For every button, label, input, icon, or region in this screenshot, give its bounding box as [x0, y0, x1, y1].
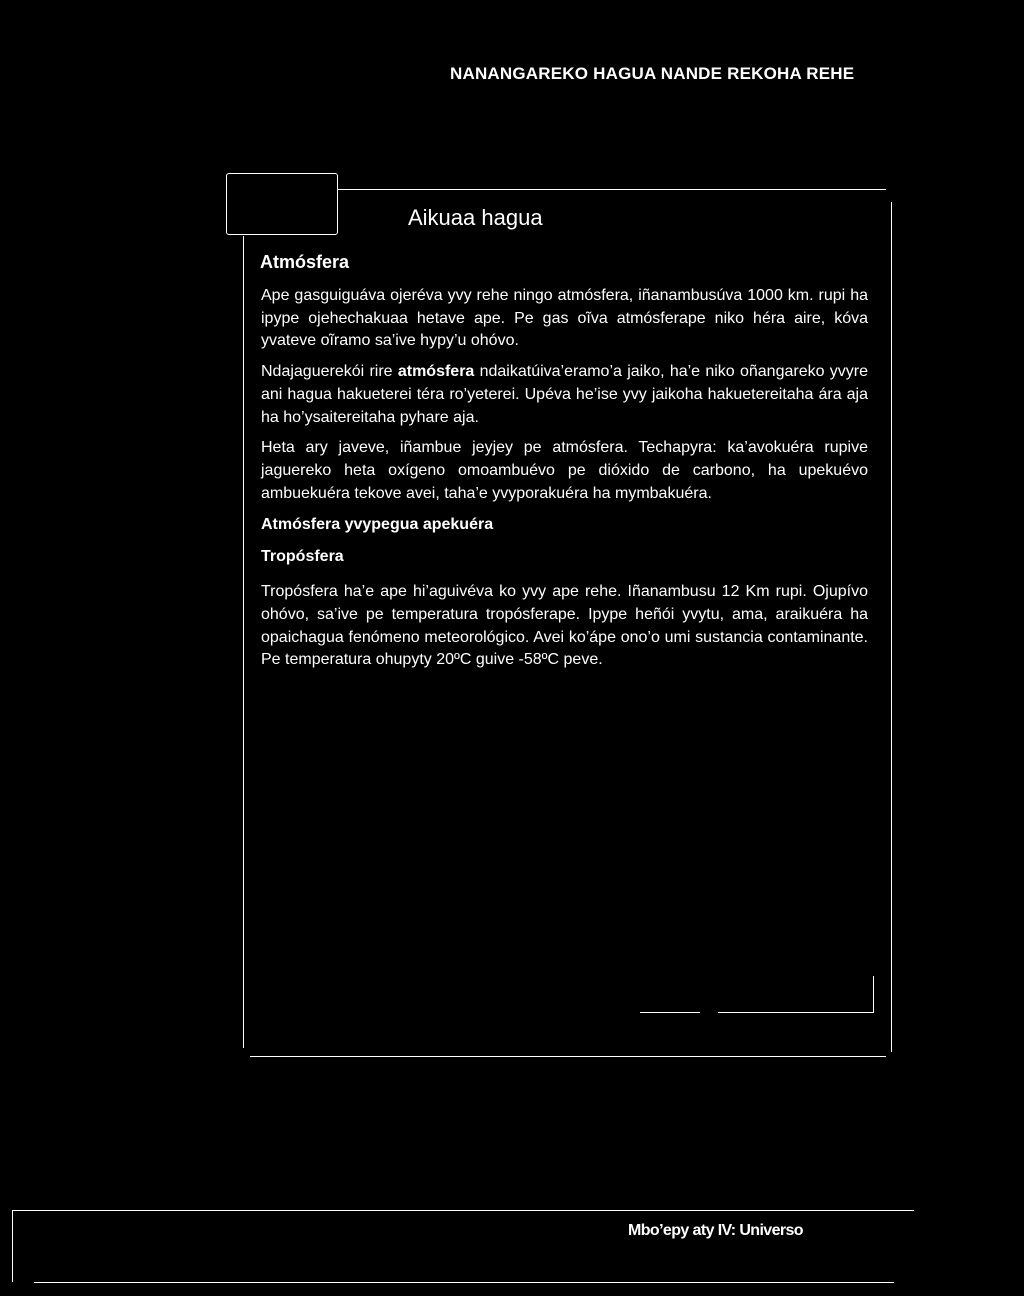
footer-rule-bottom	[34, 1282, 894, 1283]
bold-term: atmósfera	[397, 363, 475, 381]
heading-layers: Atmósfera yvypegua apekuéra	[261, 516, 494, 534]
paragraph-troposphere: Tropósfera ha’e ape hi’aguivéva ko yvy ape rehe. Iñanambusu 12 Km rupi. Ojupívo ohóvo, sa’ive pe temperatura tropósferape. Ipype heñói yvytu, ama, araikuéra ha opaichagua fenómeno meteorológico. Avei ko’ápe ono’o umi sustancia contaminante. Pe temperatura ohupyty 20ºC guive -58ºC peve.	[261, 583, 868, 669]
box-frame-top	[338, 189, 886, 190]
heading-troposphere: Tropósfera	[261, 548, 344, 566]
footer-chapter-title: Mbo’epy aty IV: Universo	[628, 1222, 803, 1239]
box-content	[261, 285, 868, 680]
decorative-line	[640, 1012, 700, 1013]
page-header: NANANGAREKO HAGUA NANDE REKOHA REHE	[450, 64, 855, 83]
decorative-line	[718, 1012, 874, 1013]
paragraph-importance	[261, 361, 868, 429]
box-frame-bottom	[250, 1056, 886, 1057]
box-title: Aikuaa hagua	[408, 205, 543, 230]
box-label: Atmósfera	[260, 252, 350, 272]
box-tab-frame	[226, 173, 338, 235]
paragraph-text: Ndajaguerekói rire	[261, 363, 398, 381]
paragraph-changes: Heta ary javeve, iñambue jeyjey pe atmósfera. Techapyra: ka’avokuéra rupive jaguereko heta oxígeno omoambuévo pe dióxido de carbono, ha upekuévo ambuekuéra tekove avei, taha’e yvyporakuéra ha mymbakuéra.	[261, 439, 868, 502]
footer-rule-left	[12, 1210, 13, 1282]
paragraph-text: ndaikatúiva’eramo’a jaiko, ha’e niko oñangareko yvyre ani hagua hakueterei téra ro’yeterei. Upéva he’ise yvy jaikoha hakuetereitaha ára aja ha ho’ysaitereitaha pyhare aja.	[261, 363, 868, 426]
decorative-tick	[873, 976, 874, 1012]
box-frame-right	[891, 202, 892, 1052]
footer-rule-top	[12, 1210, 914, 1211]
box-frame-left	[243, 236, 244, 1048]
paragraph-intro: Ape gasguiguáva ojeréva yvy rehe ningo atmósfera, iñanambusúva 1000 km. rupi ha ipype ojehechakuaa hetave ape. Pe gas oĩva atmósferape niko héra aire, kóva yvateve oĩramo sa’ive hypy’u ohóvo.	[261, 287, 868, 350]
